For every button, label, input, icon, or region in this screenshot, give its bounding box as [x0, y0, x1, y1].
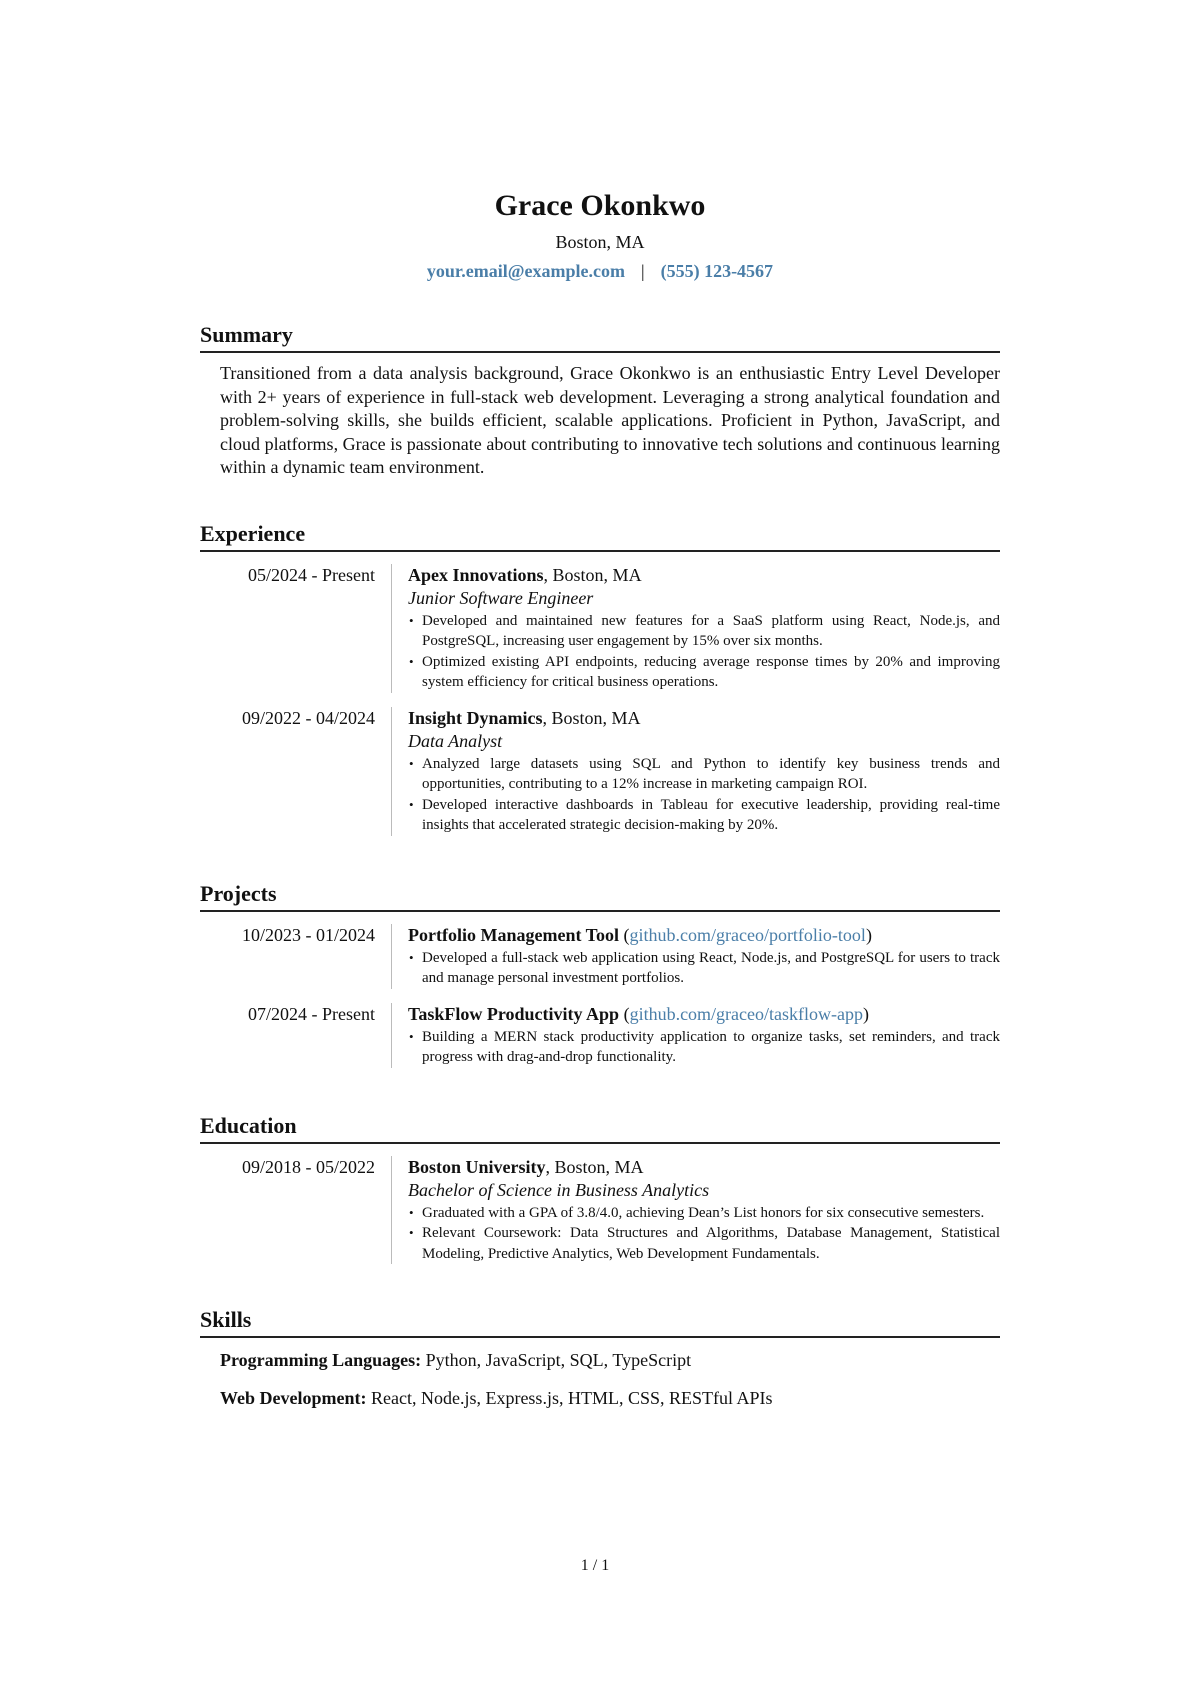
experience-entry [200, 707, 1000, 836]
bullet-item: • Developed a full-stack web application using React, Node.js, and PostgreSQL for users to track and manage personal investment portfolios. [422, 948, 1000, 989]
project-link[interactable]: github.com/graceo/portfolio-tool [629, 924, 866, 945]
bullet-list [408, 948, 1000, 989]
education-section [200, 1112, 1000, 1265]
bullet-item: • Developed and maintained new features for a SaaS platform using React, Node.js, and PostgreSQL, increasing user engagement by 15% over six months. [422, 611, 1000, 652]
skills-list [220, 1348, 1000, 1410]
entry-body [391, 1003, 1000, 1068]
entry-heading [408, 564, 1000, 587]
paren-close: ) [863, 1003, 869, 1024]
entry-heading [408, 1156, 1000, 1179]
bullet-list [408, 1027, 1000, 1068]
project-name: TaskFlow Productivity App [408, 1003, 620, 1024]
degree-title: Bachelor of Science in Business Analytics [408, 1179, 710, 1200]
organization-location: , Boston, MA [543, 564, 642, 585]
entry-date: 09/2018 - 05/2022 [242, 1156, 375, 1177]
entry-heading [408, 707, 1000, 730]
organization-location: , Boston, MA [542, 707, 641, 728]
phone-link[interactable]: (555) 123-4567 [660, 261, 774, 281]
organization-name: Apex Innovations [408, 564, 544, 585]
entry-body [391, 924, 1000, 989]
section-title-projects: Projects [200, 880, 1000, 912]
skill-label: Web Development: [220, 1388, 367, 1408]
job-title: Data Analyst [408, 730, 503, 751]
contact-separator: | [640, 261, 645, 281]
paren-open: ( [618, 924, 630, 945]
entry-body [391, 707, 1000, 836]
bullet-item: • Building a MERN stack productivity application to organize tasks, set reminders, and track progress with drag-and-drop functionality. [422, 1027, 1000, 1068]
contact-line [200, 259, 1000, 283]
entry-heading [408, 924, 1000, 947]
skill-label: Programming Languages: [220, 1350, 422, 1370]
bullet-list [408, 611, 1000, 693]
candidate-name: Grace Okonkwo [494, 189, 706, 222]
entry-date: 05/2024 - Present [248, 564, 375, 585]
skill-value: React, Node.js, Express.js, HTML, CSS, RESTful APIs [366, 1388, 773, 1408]
bullet-item: • Developed interactive dashboards in Tableau for executive leadership, providing real-time insights that accelerated strategic decision-making by 20%. [422, 795, 1000, 836]
project-entry [200, 1003, 1000, 1068]
institution-name: Boston University [408, 1156, 546, 1177]
bullet-item: • Relevant Coursework: Data Structures and Algorithms, Database Management, Statistical Modeling, Predictive Analytics, Web Development Fundamentals. [422, 1223, 1000, 1264]
resume-page [200, 188, 1000, 1424]
email-link[interactable]: your.email@example.com [426, 261, 625, 281]
project-name: Portfolio Management Tool [408, 924, 619, 945]
experience-entry [200, 564, 1000, 693]
paren-close: ) [865, 924, 872, 945]
project-link[interactable]: github.com/graceo/taskflow-app [629, 1003, 863, 1024]
project-entry [200, 924, 1000, 989]
section-title-summary: Summary [200, 321, 1000, 353]
entry-date: 10/2023 - 01/2024 [242, 924, 375, 945]
section-title-experience: Experience [200, 520, 1000, 552]
bullet-item: • Graduated with a GPA of 3.8/4.0, achieving Dean’s List honors for six consecutive semesters. [422, 1203, 1000, 1224]
entry-heading [408, 1003, 1000, 1026]
skill-value: Python, JavaScript, SQL, TypeScript [421, 1350, 692, 1370]
bullet-list [408, 754, 1000, 836]
entry-body [391, 564, 1000, 693]
skills-section [200, 1306, 1000, 1410]
bullet-item: • Optimized existing API endpoints, reducing average response times by 20% and improving system efficiency for critical business operations. [422, 652, 1000, 693]
skill-row [220, 1348, 1000, 1372]
entry-body [391, 1156, 1000, 1265]
institution-location: , Boston, MA [545, 1156, 644, 1177]
organization-name: Insight Dynamics [408, 707, 543, 728]
section-title-skills: Skills [200, 1306, 1000, 1338]
bullet-item: • Analyzed large datasets using SQL and Python to identify key business trends and opportunities, contributing to a 12% increase in marketing campaign ROI. [422, 754, 1000, 795]
page-number: 1 / 1 [580, 1557, 610, 1574]
projects-section [200, 880, 1000, 1068]
candidate-location: Boston, MA [555, 232, 645, 252]
resume-header [200, 188, 1000, 283]
job-title: Junior Software Engineer [408, 587, 594, 608]
experience-section [200, 520, 1000, 836]
summary-section [200, 321, 1000, 480]
entry-date: 09/2022 - 04/2024 [242, 707, 375, 728]
section-title-education: Education [200, 1112, 1000, 1144]
paren-open: ( [619, 1003, 630, 1024]
bullet-list [408, 1203, 1000, 1265]
skill-row [220, 1386, 1000, 1410]
entry-date: 07/2024 - Present [248, 1003, 375, 1024]
summary-text: Transitioned from a data analysis background, Grace Okonkwo is an enthusiastic Entry Level Developer with 2+ years of experience in full-stack web development. Leveraging a strong analytical foundation and problem-solving skills, she builds efficient, scalable applications. Proficient in Python, JavaScript, and cloud platforms, Grace is passionate about contributing to innovative tech solutions and continuous learning within a dynamic team environment. [220, 363, 1000, 477]
education-entry [200, 1156, 1000, 1265]
